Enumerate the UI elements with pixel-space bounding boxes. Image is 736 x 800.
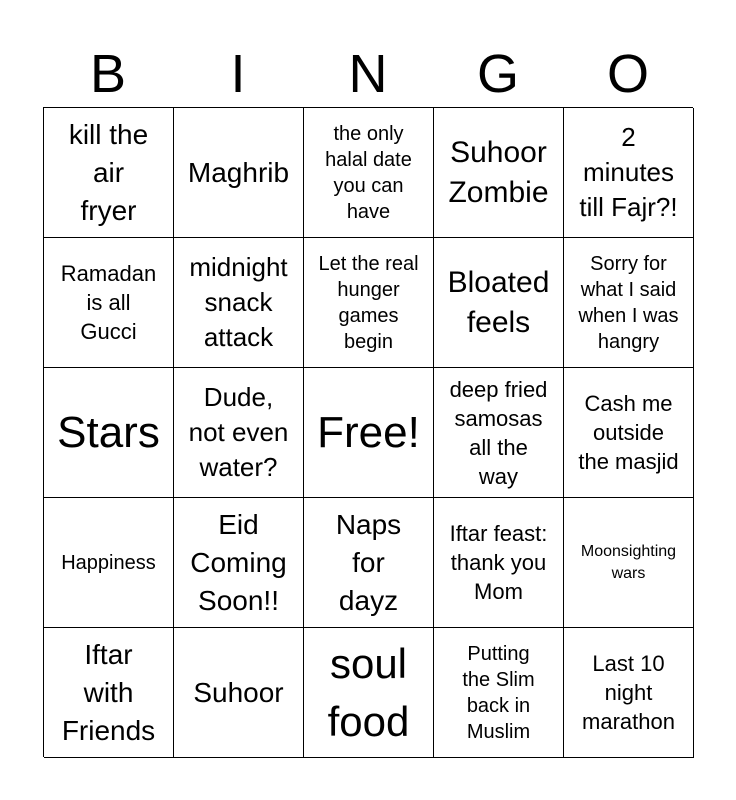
bingo-cell[interactable]: Naps for dayz [304,498,434,628]
bingo-cell[interactable]: Stars [44,368,174,498]
bingo-cell[interactable]: Happiness [44,498,174,628]
bingo-cell[interactable]: the only halal date you can have [304,108,434,238]
bingo-cell[interactable]: kill the air fryer [44,108,174,238]
bingo-cell[interactable]: Dude, not even water? [174,368,304,498]
header-letter-b: B [89,44,127,104]
bingo-cell[interactable]: Suhoor [174,628,304,758]
bingo-cell[interactable]: Iftar with Friends [44,628,174,758]
bingo-cell[interactable]: Bloated feels [434,238,564,368]
bingo-cell[interactable]: Let the real hunger games begin [304,238,434,368]
bingo-cell[interactable]: midnight snack attack [174,238,304,368]
bingo-cell[interactable]: 2 minutes till Fajr?! [564,108,694,238]
bingo-cell[interactable]: Putting the Slim back in Muslim [434,628,564,758]
bingo-cell[interactable]: Cash me outside the masjid [564,368,694,498]
bingo-cell[interactable]: Last 10 night marathon [564,628,694,758]
free-space[interactable]: Free! [304,368,434,498]
header-letter-i: I [230,44,246,104]
bingo-cell[interactable]: Maghrib [174,108,304,238]
bingo-cell[interactable]: soul food [304,628,434,758]
header-letter-n: N [348,44,388,104]
bingo-grid [43,107,693,757]
bingo-cell[interactable]: Ramadan is all Gucci [44,238,174,368]
header-letter-o: O [606,44,649,104]
bingo-cell[interactable]: Iftar feast: thank you Mom [434,498,564,628]
bingo-cell[interactable]: Suhoor Zombie [434,108,564,238]
bingo-cell[interactable]: Sorry for what I said when I was hangry [564,238,694,368]
header-letter-g: G [476,44,519,104]
bingo-cell[interactable]: deep fried samosas all the way [434,368,564,498]
bingo-header [43,40,693,108]
bingo-cell[interactable]: Moonsighting wars [564,498,694,628]
bingo-cell[interactable]: Eid Coming Soon!! [174,498,304,628]
